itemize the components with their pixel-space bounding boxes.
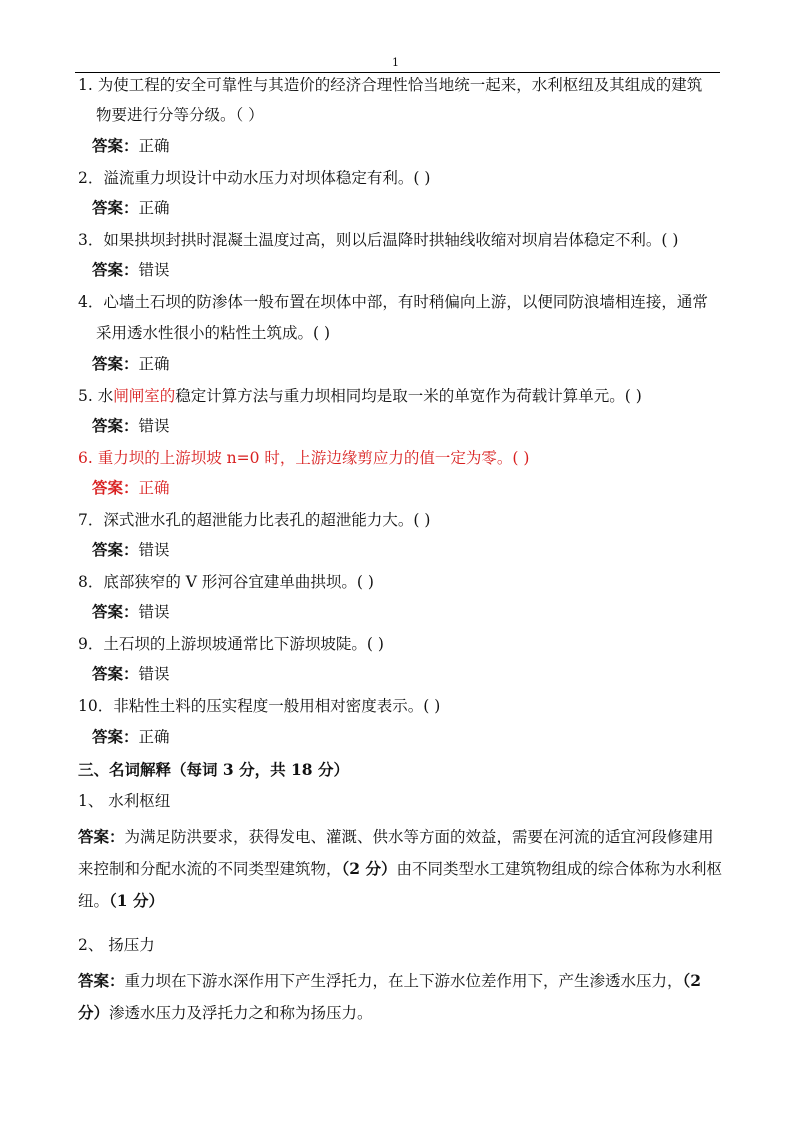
answer-value: 正确	[138, 355, 170, 373]
question-4: 4．心墙土石坝的防渗体一般布置在坝体中部，有时稍偏向上游，以便同防浪墙相连接，通常	[78, 293, 708, 311]
question-5-pre: 5. 水	[78, 387, 114, 405]
answer-label: 答案：	[92, 540, 139, 559]
answer-value: 正确	[138, 479, 170, 497]
question-1: 1. 为使工程的安全可靠性与其造价的经济合理性恰当地统一起来，水利枢纽及其组成的建筑	[78, 76, 703, 94]
question-8: 8．底部狭窄的 V 形河谷宜建单曲拱坝。( )	[78, 573, 374, 591]
score-a: （2 分）	[341, 859, 397, 878]
definition-part-a: 为满足防洪要求，获得发电、灌溉、供水等方面的效益，需要在河流的适宜河段修建用来控制和分配水流的不同类型建筑物，	[78, 828, 714, 878]
answer-value: 错误	[138, 417, 170, 435]
answer-value: 错误	[138, 665, 170, 683]
score-a: （2 分）	[78, 971, 702, 1022]
term-2: 2、 扬压力	[78, 936, 155, 954]
header-rule	[75, 72, 720, 73]
answer-value: 错误	[138, 261, 170, 279]
answer-label: 答案：	[78, 971, 125, 990]
answer-label: 答案：	[92, 354, 139, 373]
question-5-post: 稳定计算方法与重力坝相同均是取一米的单宽作为荷载计算单元。( )	[175, 387, 642, 405]
answer-label: 答案：	[92, 136, 139, 155]
answer-1	[92, 135, 170, 157]
answer-6	[92, 477, 170, 499]
answer-label: 答案：	[92, 664, 139, 683]
question-2: 2．溢流重力坝设计中动水压力对坝体稳定有利。( )	[78, 169, 431, 187]
question-6: 6. 重力坝的上游坝坡 n=0 时，上游边缘剪应力的值一定为零。( )	[78, 449, 530, 467]
question-7: 7．深式泄水孔的超泄能力比表孔的超泄能力大。( )	[78, 511, 431, 529]
section-title: 三、名词解释（每词 3 分，共 18 分）	[78, 760, 349, 779]
question-10: 10．非粘性土料的压实程度一般用相对密度表示。( )	[78, 697, 441, 715]
question-9: 9．土石坝的上游坝坡通常比下游坝坡陡。( )	[78, 635, 384, 653]
definition-part-b: 渗透水压力及浮托力之和称为扬压力。	[109, 1004, 373, 1022]
question-3: 3．如果拱坝封拱时混凝土温度过高，则以后温降时拱轴线收缩对坝肩岩体稳定不利。( )	[78, 231, 679, 249]
answer-3	[92, 259, 170, 281]
answer-10	[92, 726, 170, 748]
answer-5	[92, 415, 170, 437]
page-number: 1	[392, 56, 399, 69]
definition-part-a: 重力坝在下游水深作用下产生浮托力，在上下游水位差作用下，产生渗透水压力，	[124, 972, 683, 990]
answer-label: 答案：	[92, 478, 139, 497]
answer-label: 答案：	[78, 827, 125, 846]
answer-value: 正确	[138, 137, 170, 155]
answer-label: 答案：	[92, 602, 139, 621]
term-1-definition	[78, 821, 724, 917]
answer-value: 正确	[138, 728, 170, 746]
answer-label: 答案：	[92, 260, 139, 279]
term-2-definition	[78, 965, 724, 1029]
term-1: 1、 水利枢纽	[78, 792, 171, 810]
answer-2	[92, 197, 170, 219]
answer-value: 正确	[138, 199, 170, 217]
question-1-cont: 物要进行分等分级。（ ）	[96, 106, 264, 124]
answer-label: 答案：	[92, 416, 139, 435]
answer-label: 答案：	[92, 727, 139, 746]
question-4-cont: 采用透水性很小的粘性土筑成。( )	[96, 324, 331, 342]
answer-8	[92, 601, 170, 623]
question-5	[78, 385, 642, 407]
score-b: （1 分）	[109, 891, 164, 910]
definition-part-b: 由不同类型水工建筑物组成的综合体称为水利枢纽。	[78, 860, 722, 910]
answer-4	[92, 353, 170, 375]
answer-9	[92, 663, 170, 685]
answer-7	[92, 539, 170, 561]
answer-value: 错误	[138, 541, 170, 559]
answer-value: 错误	[138, 603, 170, 621]
answer-label: 答案：	[92, 198, 139, 217]
question-5-highlight: 闸闸室的	[113, 387, 176, 405]
